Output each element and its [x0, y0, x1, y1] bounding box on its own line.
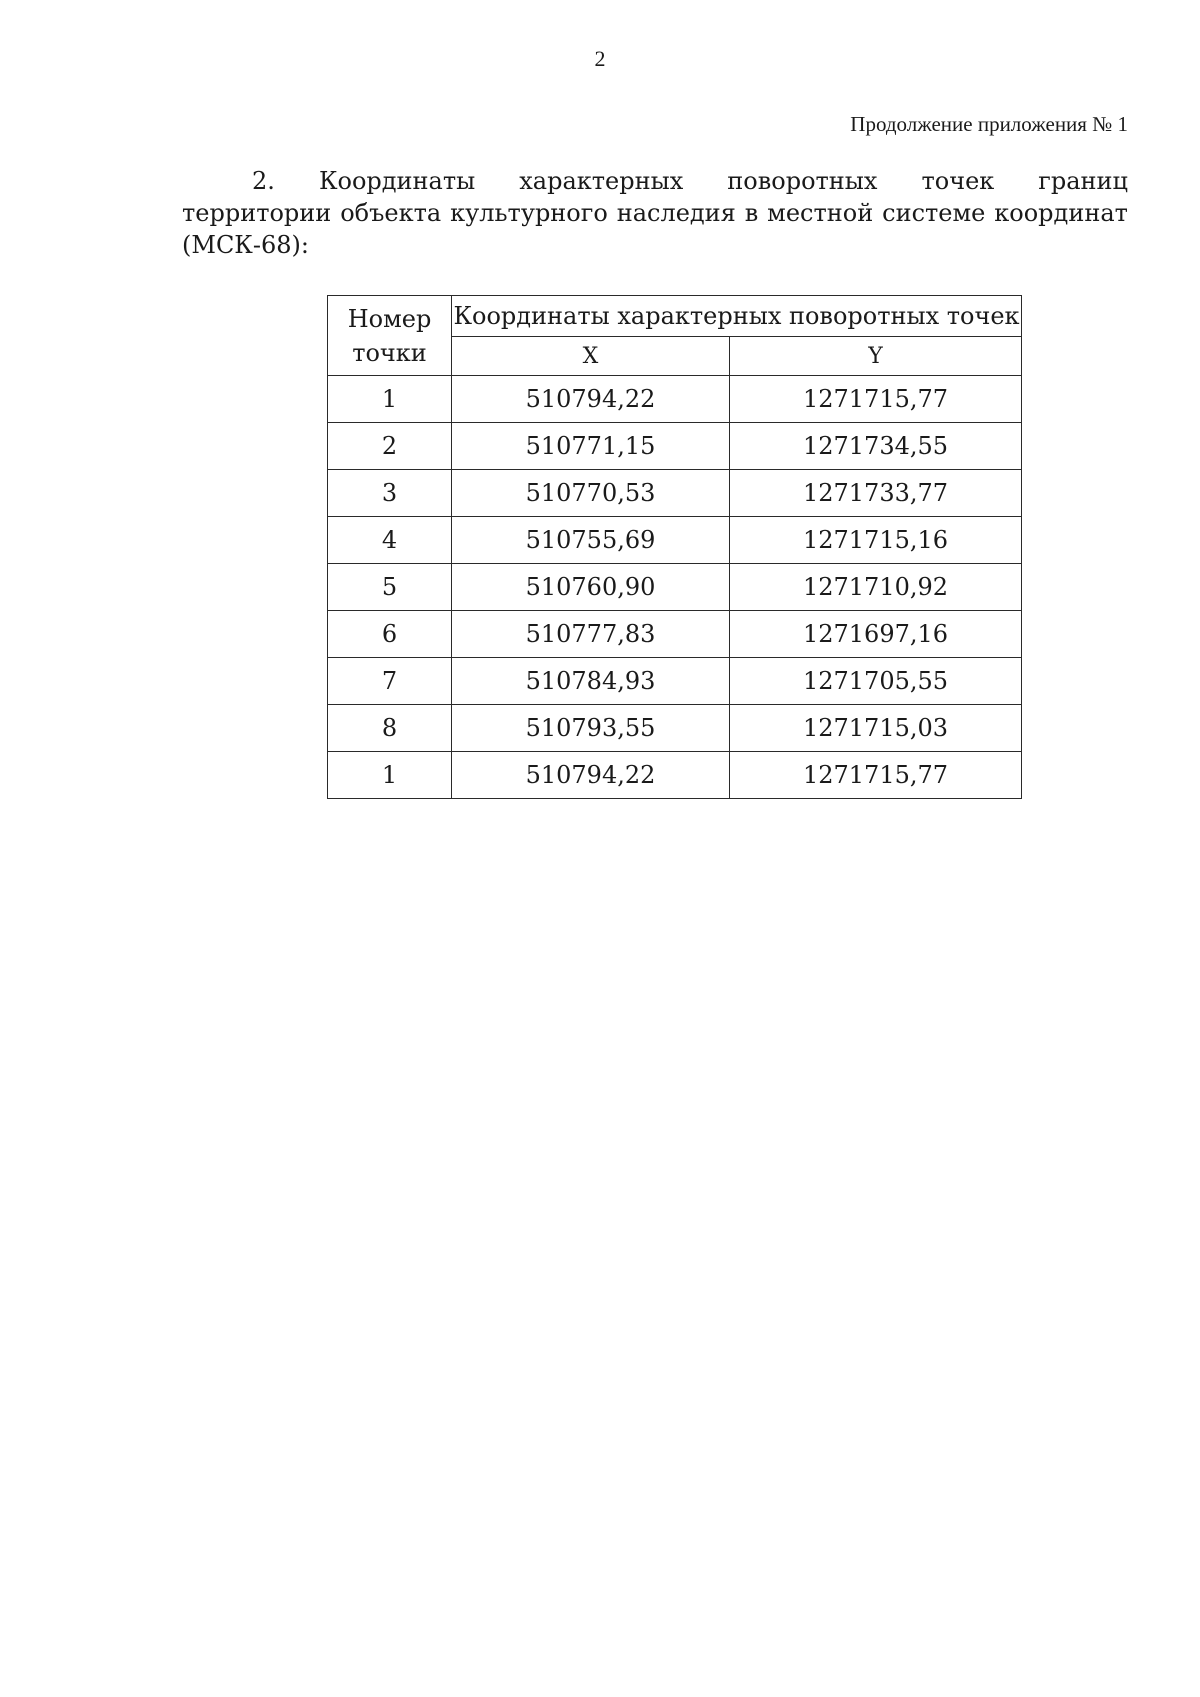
cell-x: 510784,93: [452, 658, 730, 705]
paragraph-line-3: (МСК-68):: [182, 231, 309, 259]
cell-point-number: 2: [328, 423, 452, 470]
cell-y: 1271710,92: [730, 564, 1022, 611]
table-row: [328, 611, 1022, 658]
word: границ: [1038, 167, 1128, 195]
cell-x: 510794,22: [452, 752, 730, 799]
word: системе: [882, 199, 986, 227]
word: характерных: [519, 167, 684, 195]
word: территории: [182, 199, 332, 227]
cell-y: 1271734,55: [730, 423, 1022, 470]
cell-x: 510755,69: [452, 517, 730, 564]
paragraph-line-1: [182, 165, 1128, 197]
cell-point-number: 1: [328, 376, 452, 423]
cell-y: 1271705,55: [730, 658, 1022, 705]
word: наследия: [616, 199, 736, 227]
header-coordinates: Координаты характерных поворотных точек: [452, 296, 1022, 337]
paragraph-coordinates-intro: [182, 165, 1128, 261]
cell-x: 510760,90: [452, 564, 730, 611]
word: культурного: [450, 199, 608, 227]
table-row: [328, 470, 1022, 517]
paragraph-line-2: [182, 197, 1128, 229]
coordinates-table: [327, 295, 1022, 799]
header-x: X: [452, 337, 730, 376]
cell-point-number: 3: [328, 470, 452, 517]
header-y: Y: [730, 337, 1022, 376]
cell-point-number: 1: [328, 752, 452, 799]
table-row: [328, 658, 1022, 705]
coordinates-table-body: [328, 376, 1022, 799]
cell-y: 1271715,77: [730, 752, 1022, 799]
appendix-note: Продолжение приложения № 1: [850, 112, 1128, 136]
cell-x: 510770,53: [452, 470, 730, 517]
page-number: 2: [594, 46, 606, 71]
cell-x: 510771,15: [452, 423, 730, 470]
table-row: [328, 705, 1022, 752]
word: в: [744, 199, 759, 227]
word: объекта: [340, 199, 442, 227]
cell-point-number: 6: [328, 611, 452, 658]
word: координат: [994, 199, 1128, 227]
word: поворотных: [727, 167, 878, 195]
cell-x: 510793,55: [452, 705, 730, 752]
cell-point-number: 7: [328, 658, 452, 705]
cell-x: 510794,22: [452, 376, 730, 423]
table-row: [328, 376, 1022, 423]
cell-y: 1271715,03: [730, 705, 1022, 752]
cell-y: 1271715,16: [730, 517, 1022, 564]
cell-point-number: 8: [328, 705, 452, 752]
cell-point-number: 4: [328, 517, 452, 564]
table-row: [328, 564, 1022, 611]
table-row: [328, 752, 1022, 799]
cell-x: 510777,83: [452, 611, 730, 658]
word: точек: [921, 167, 995, 195]
word: местной: [767, 199, 874, 227]
cell-y: 1271697,16: [730, 611, 1022, 658]
cell-y: 1271733,77: [730, 470, 1022, 517]
word: Координаты: [318, 167, 476, 195]
table-row: [328, 423, 1022, 470]
cell-point-number: 5: [328, 564, 452, 611]
table-row: [328, 517, 1022, 564]
header-point-number: Номер точки: [328, 296, 452, 376]
cell-y: 1271715,77: [730, 376, 1022, 423]
word: 2.: [252, 167, 275, 195]
